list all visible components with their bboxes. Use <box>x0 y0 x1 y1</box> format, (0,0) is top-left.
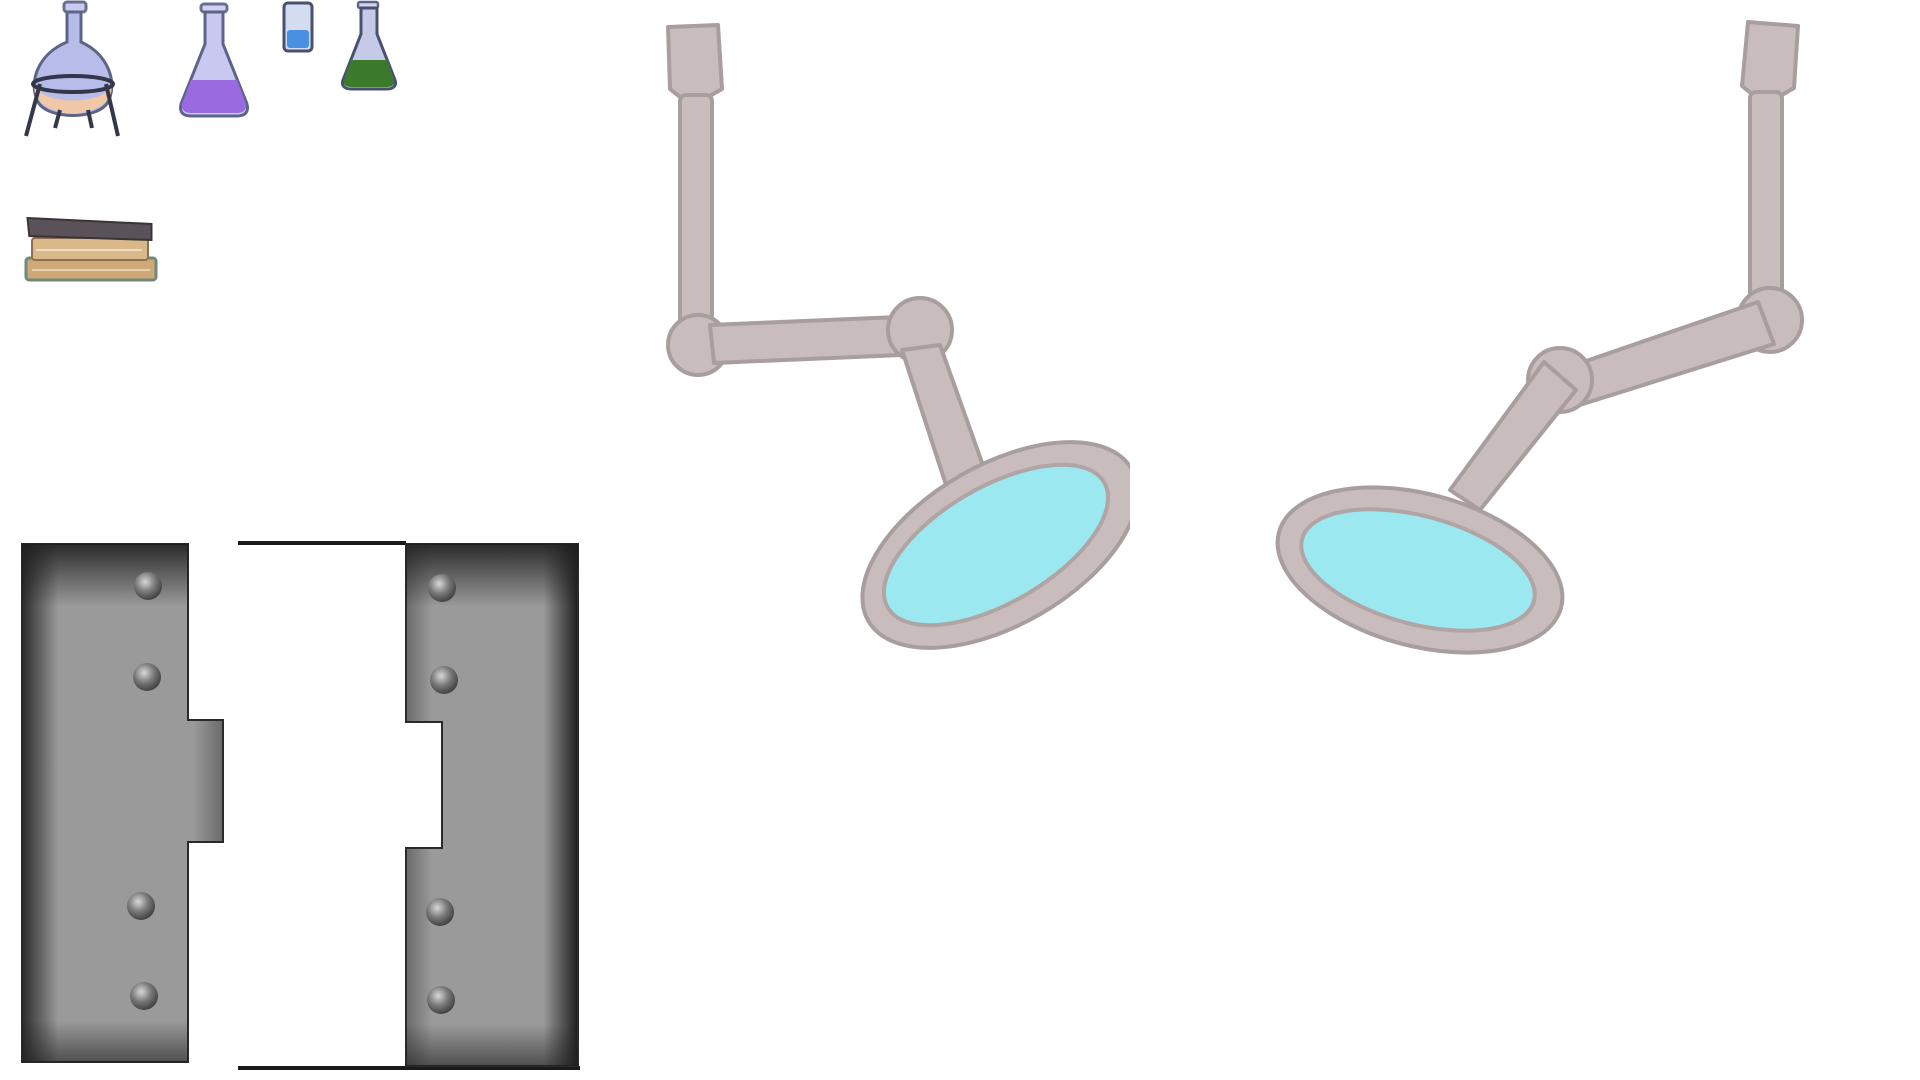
small-beaker-icon[interactable] <box>280 0 316 56</box>
erlenmeyer-flask-purple-icon[interactable] <box>175 0 255 120</box>
book-stack-icon[interactable] <box>22 210 162 290</box>
erlenmeyer-flask-green-icon[interactable] <box>338 0 400 92</box>
door-hinge-frame-icon[interactable] <box>20 540 582 1070</box>
surgical-lamp-left-icon[interactable] <box>650 15 1130 655</box>
round-bottom-flask-icon[interactable] <box>20 0 125 140</box>
surgical-lamp-right-icon[interactable] <box>1270 10 1820 660</box>
